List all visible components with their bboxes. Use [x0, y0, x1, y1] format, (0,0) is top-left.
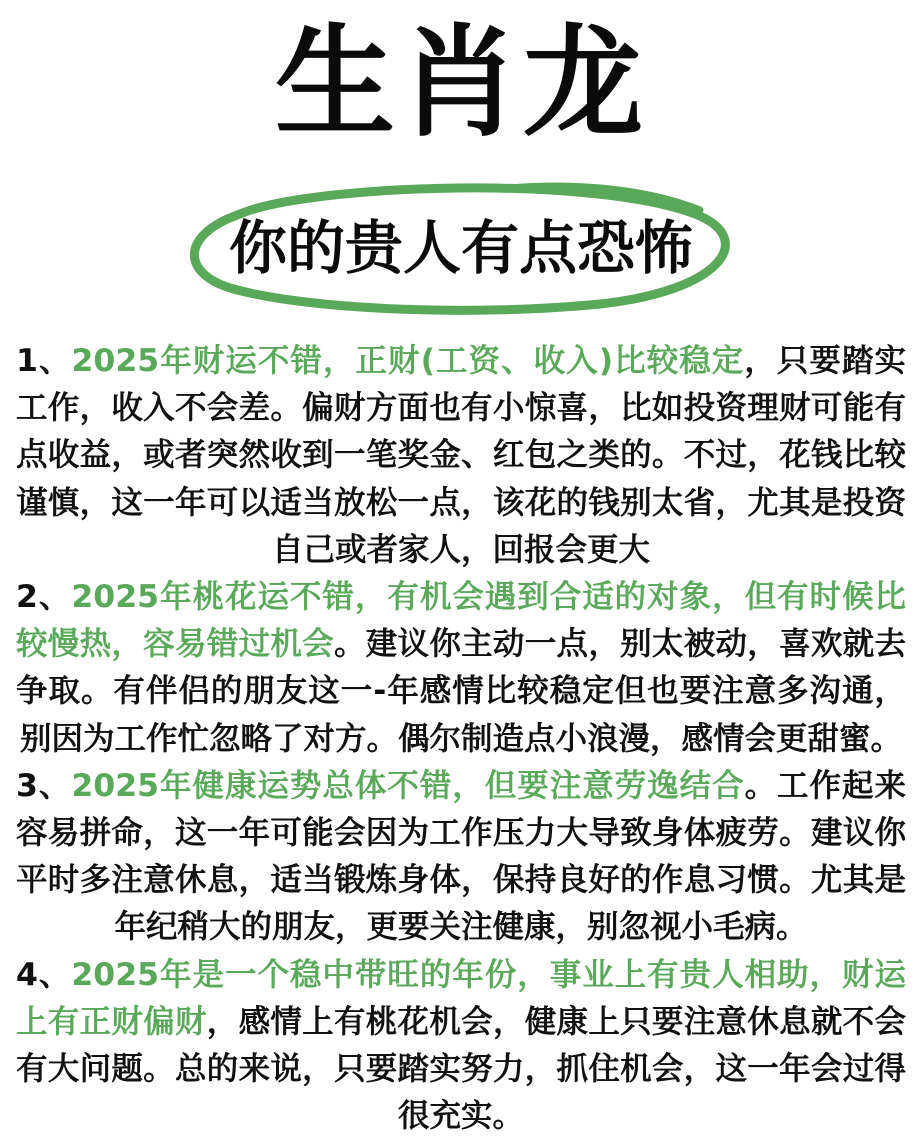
fortune-item-3 [16, 763, 906, 952]
page-title: 生肖龙 [275, 14, 647, 153]
fortune-item-1 [16, 338, 906, 574]
item-text: 。建议你主动一点，别太被动，喜欢就去争取。有伴侣的朋友这一-年感情比较稳定但也要注意多沟通，别因为工作忙忽略了对方。偶尔制造点小浪漫，感情会更甜蜜。 [16, 626, 906, 757]
item-highlight: 2025年桃花运不错，有机会遇到合适的对象，但有时候比较慢热，容易错过机会 [16, 579, 906, 663]
item-number: 2、 [16, 579, 72, 616]
item-highlight: 2025年是一个稳中带旺的年份，事业上有贵人相助，财运上有正财偏财 [16, 956, 906, 1040]
item-highlight: 2025年健康运势总体不错，但要注意劳逸结合 [71, 767, 745, 804]
item-number: 1、 [16, 343, 72, 379]
item-highlight: 2025年财运不错，正财(工资、收入)比较稳定 [71, 343, 745, 379]
item-number: 4、 [16, 956, 72, 993]
item-text: 。工作起来容易拼命，这一年可能会因为工作压力大导致身体疲劳。建议你平时多注意休息，适当锻炼身体，保持良好的作息习惯。尤其是年纪稍大的朋友，更要关注健康，别忽视小毛病。 [16, 767, 906, 946]
fortune-list [16, 338, 906, 1140]
item-text: ，感情上有桃花机会，健康上只要注意休息就不会有大问题。总的来说，只要踏实努力，抓住机会，这一年会过得很充实。 [16, 1003, 906, 1135]
item-text: ，只要踏实工作，收入不会差。偏财方面也有小惊喜，比如投资理财可能有点收益，或者突然收到一笔奖金、红包之类的。不过，花钱比较谨慎，这一年可以适当放松一点，该花的钱别太省，尤其是投资自己或者家人，回报会更大 [16, 343, 906, 568]
item-number: 3、 [16, 767, 72, 804]
fortune-item-2 [16, 574, 906, 763]
fortune-item-4 [16, 952, 906, 1140]
subtitle: 你的贵人有点恐怖 [228, 214, 693, 282]
